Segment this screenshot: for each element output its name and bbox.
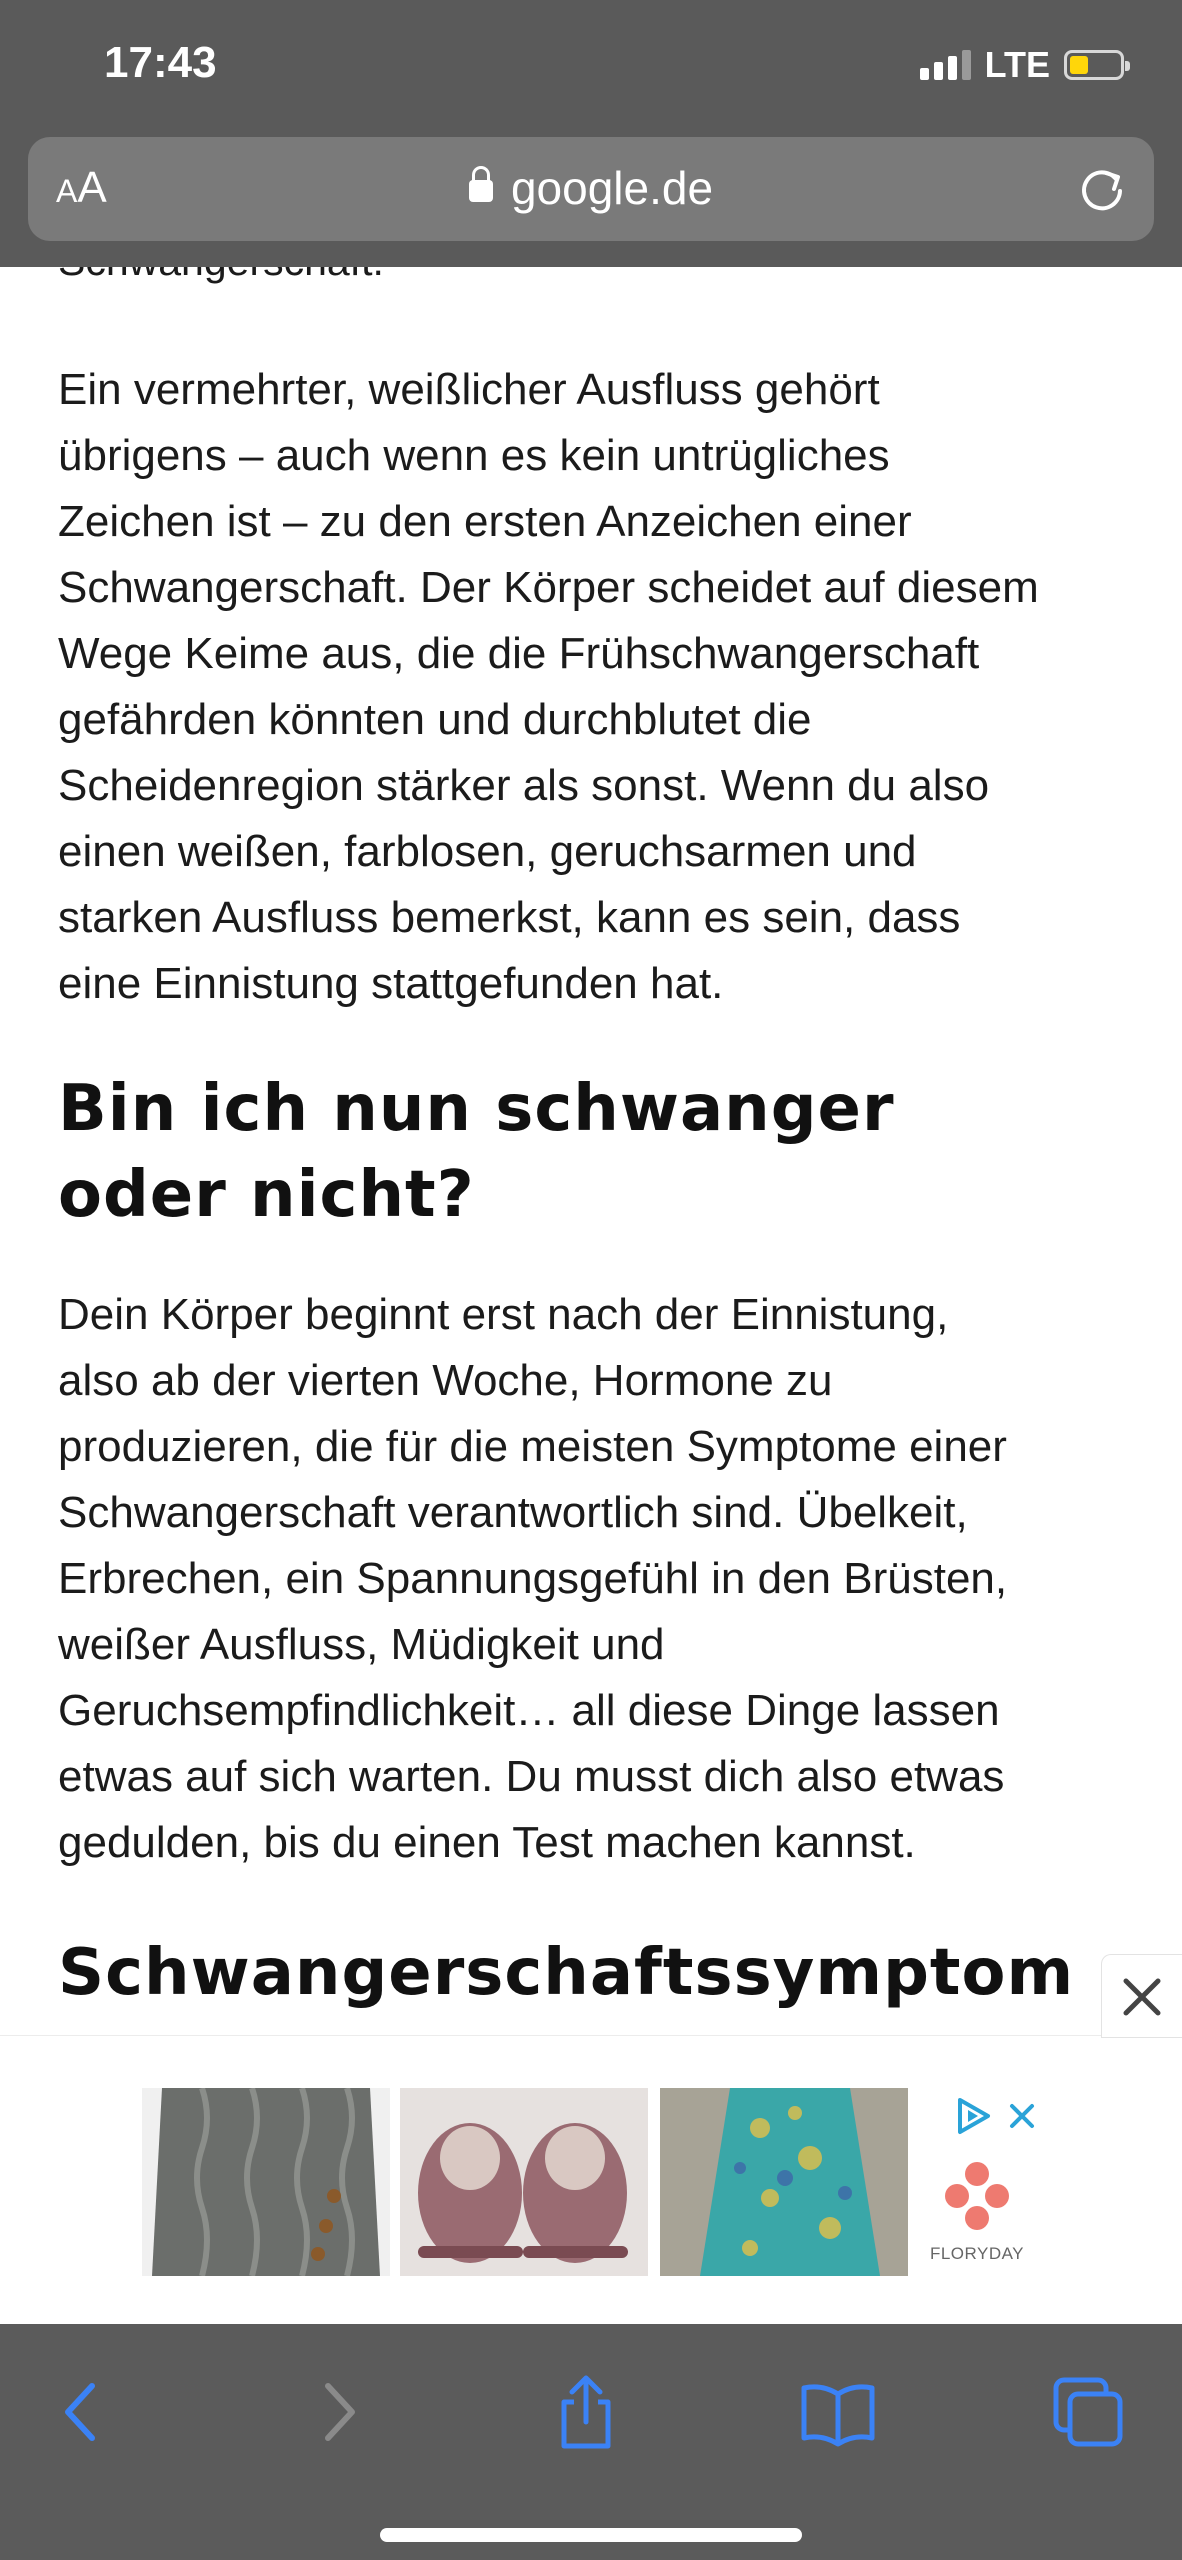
status-time: 17:43: [104, 38, 217, 87]
text-size-big-label: A: [77, 163, 107, 212]
network-type: LTE: [984, 44, 1050, 85]
text-line: etwas auf sich warten. Du musst dich also etwas: [58, 1752, 1005, 1801]
ad-product-sweater[interactable]: [142, 2088, 390, 2276]
section-heading-symptoms: [58, 1930, 1138, 2016]
cellular-signal-icon: [920, 50, 971, 80]
slippers-image: [400, 2088, 648, 2276]
text-line: produzieren, die für die meisten Symptome einer: [58, 1422, 1007, 1471]
tabs-icon: [1048, 2372, 1128, 2452]
ad-close-button[interactable]: [1101, 1954, 1182, 2038]
url-text: google.de: [510, 162, 714, 214]
ad-brand-name: FLORYDAY: [929, 2244, 1025, 2263]
text-line: einen weißen, farblosen, geruchsarmen und: [58, 827, 917, 876]
lock-icon: [469, 180, 493, 202]
heading-line: Schwangerschaftssymptom: [58, 1936, 1075, 2010]
back-button[interactable]: [44, 2372, 124, 2452]
reload-icon: [1076, 163, 1128, 215]
browser-chrome-top: [0, 0, 1182, 267]
ad-product-dress[interactable]: [660, 2088, 908, 2276]
text-line: übrigens – auch wenn es kein untrügliches: [58, 431, 890, 480]
text-line: also ab der vierten Woche, Hormone zu: [58, 1356, 833, 1405]
text-line: eine Einnistung stattgefunden hat.: [58, 959, 724, 1008]
dress-image: [660, 2088, 908, 2276]
chevron-left-icon: [44, 2372, 124, 2452]
text-line: Geruchsempfindlichkeit… all diese Dinge lassen: [58, 1686, 1000, 1735]
chevron-right-icon: [296, 2372, 376, 2452]
text-line: starken Ausfluss bemerkst, kann es sein, dass: [58, 893, 961, 942]
ad-brand-area[interactable]: [922, 2096, 1032, 2276]
adchoices-icon[interactable]: [954, 2096, 994, 2136]
text-line: Schwangerschaft verantwortlich sind. Übelkeit,: [58, 1488, 968, 1537]
sweater-image: [142, 2088, 390, 2276]
text-line: gefährden könnten und durchblutet die: [58, 695, 812, 744]
book-icon: [798, 2372, 878, 2452]
reload-button[interactable]: [1076, 163, 1128, 219]
floryday-logo-icon: [937, 2156, 1017, 2236]
text-line: weißer Ausfluss, Müdigkeit und: [58, 1620, 665, 1669]
address-bar[interactable]: [28, 137, 1154, 241]
status-indicators: [920, 44, 1124, 86]
forward-button[interactable]: [296, 2372, 376, 2452]
paragraph-discharge: [58, 357, 1039, 1017]
section-heading-pregnant: [58, 1066, 895, 1238]
text-line: Dein Körper beginnt erst nach der Einnistung,: [58, 1290, 949, 1339]
browser-toolbar: [0, 2324, 1182, 2560]
share-icon: [546, 2372, 626, 2452]
text-line: gedulden, bis du einen Test machen kannst.: [58, 1818, 916, 1867]
text-line: Ein vermehrter, weißlicher Ausfluss gehört: [58, 365, 880, 414]
bookmarks-button[interactable]: [798, 2372, 878, 2452]
share-button[interactable]: [546, 2372, 626, 2452]
paragraph-hormones: [58, 1282, 1007, 1876]
home-indicator[interactable]: [380, 2528, 802, 2542]
ad-product-slippers[interactable]: [400, 2088, 648, 2276]
ad-banner[interactable]: [0, 2035, 1182, 2326]
text-line: Zeichen ist – zu den ersten Anzeichen einer: [58, 497, 912, 546]
text-line: Erbrechen, ein Spannungsgefühl in den Brüsten,: [58, 1554, 1008, 1603]
url-display[interactable]: [28, 161, 1154, 215]
tabs-button[interactable]: [1048, 2372, 1128, 2452]
text-size-small-label: A: [56, 173, 78, 209]
text-line: Scheidenregion stärker als sonst. Wenn du also: [58, 761, 990, 810]
ad-dismiss-icon[interactable]: [1006, 2100, 1038, 2132]
battery-charging-icon: [1064, 50, 1124, 80]
text-line: Schwangerschaft. Der Körper scheidet auf diesem: [58, 563, 1039, 612]
text-line: Wege Keime aus, die die Frühschwangerschaft: [58, 629, 980, 678]
close-icon: [1102, 1955, 1182, 2037]
heading-line: Bin ich nun schwanger: [58, 1072, 895, 1146]
heading-line: oder nicht?: [58, 1158, 475, 1232]
